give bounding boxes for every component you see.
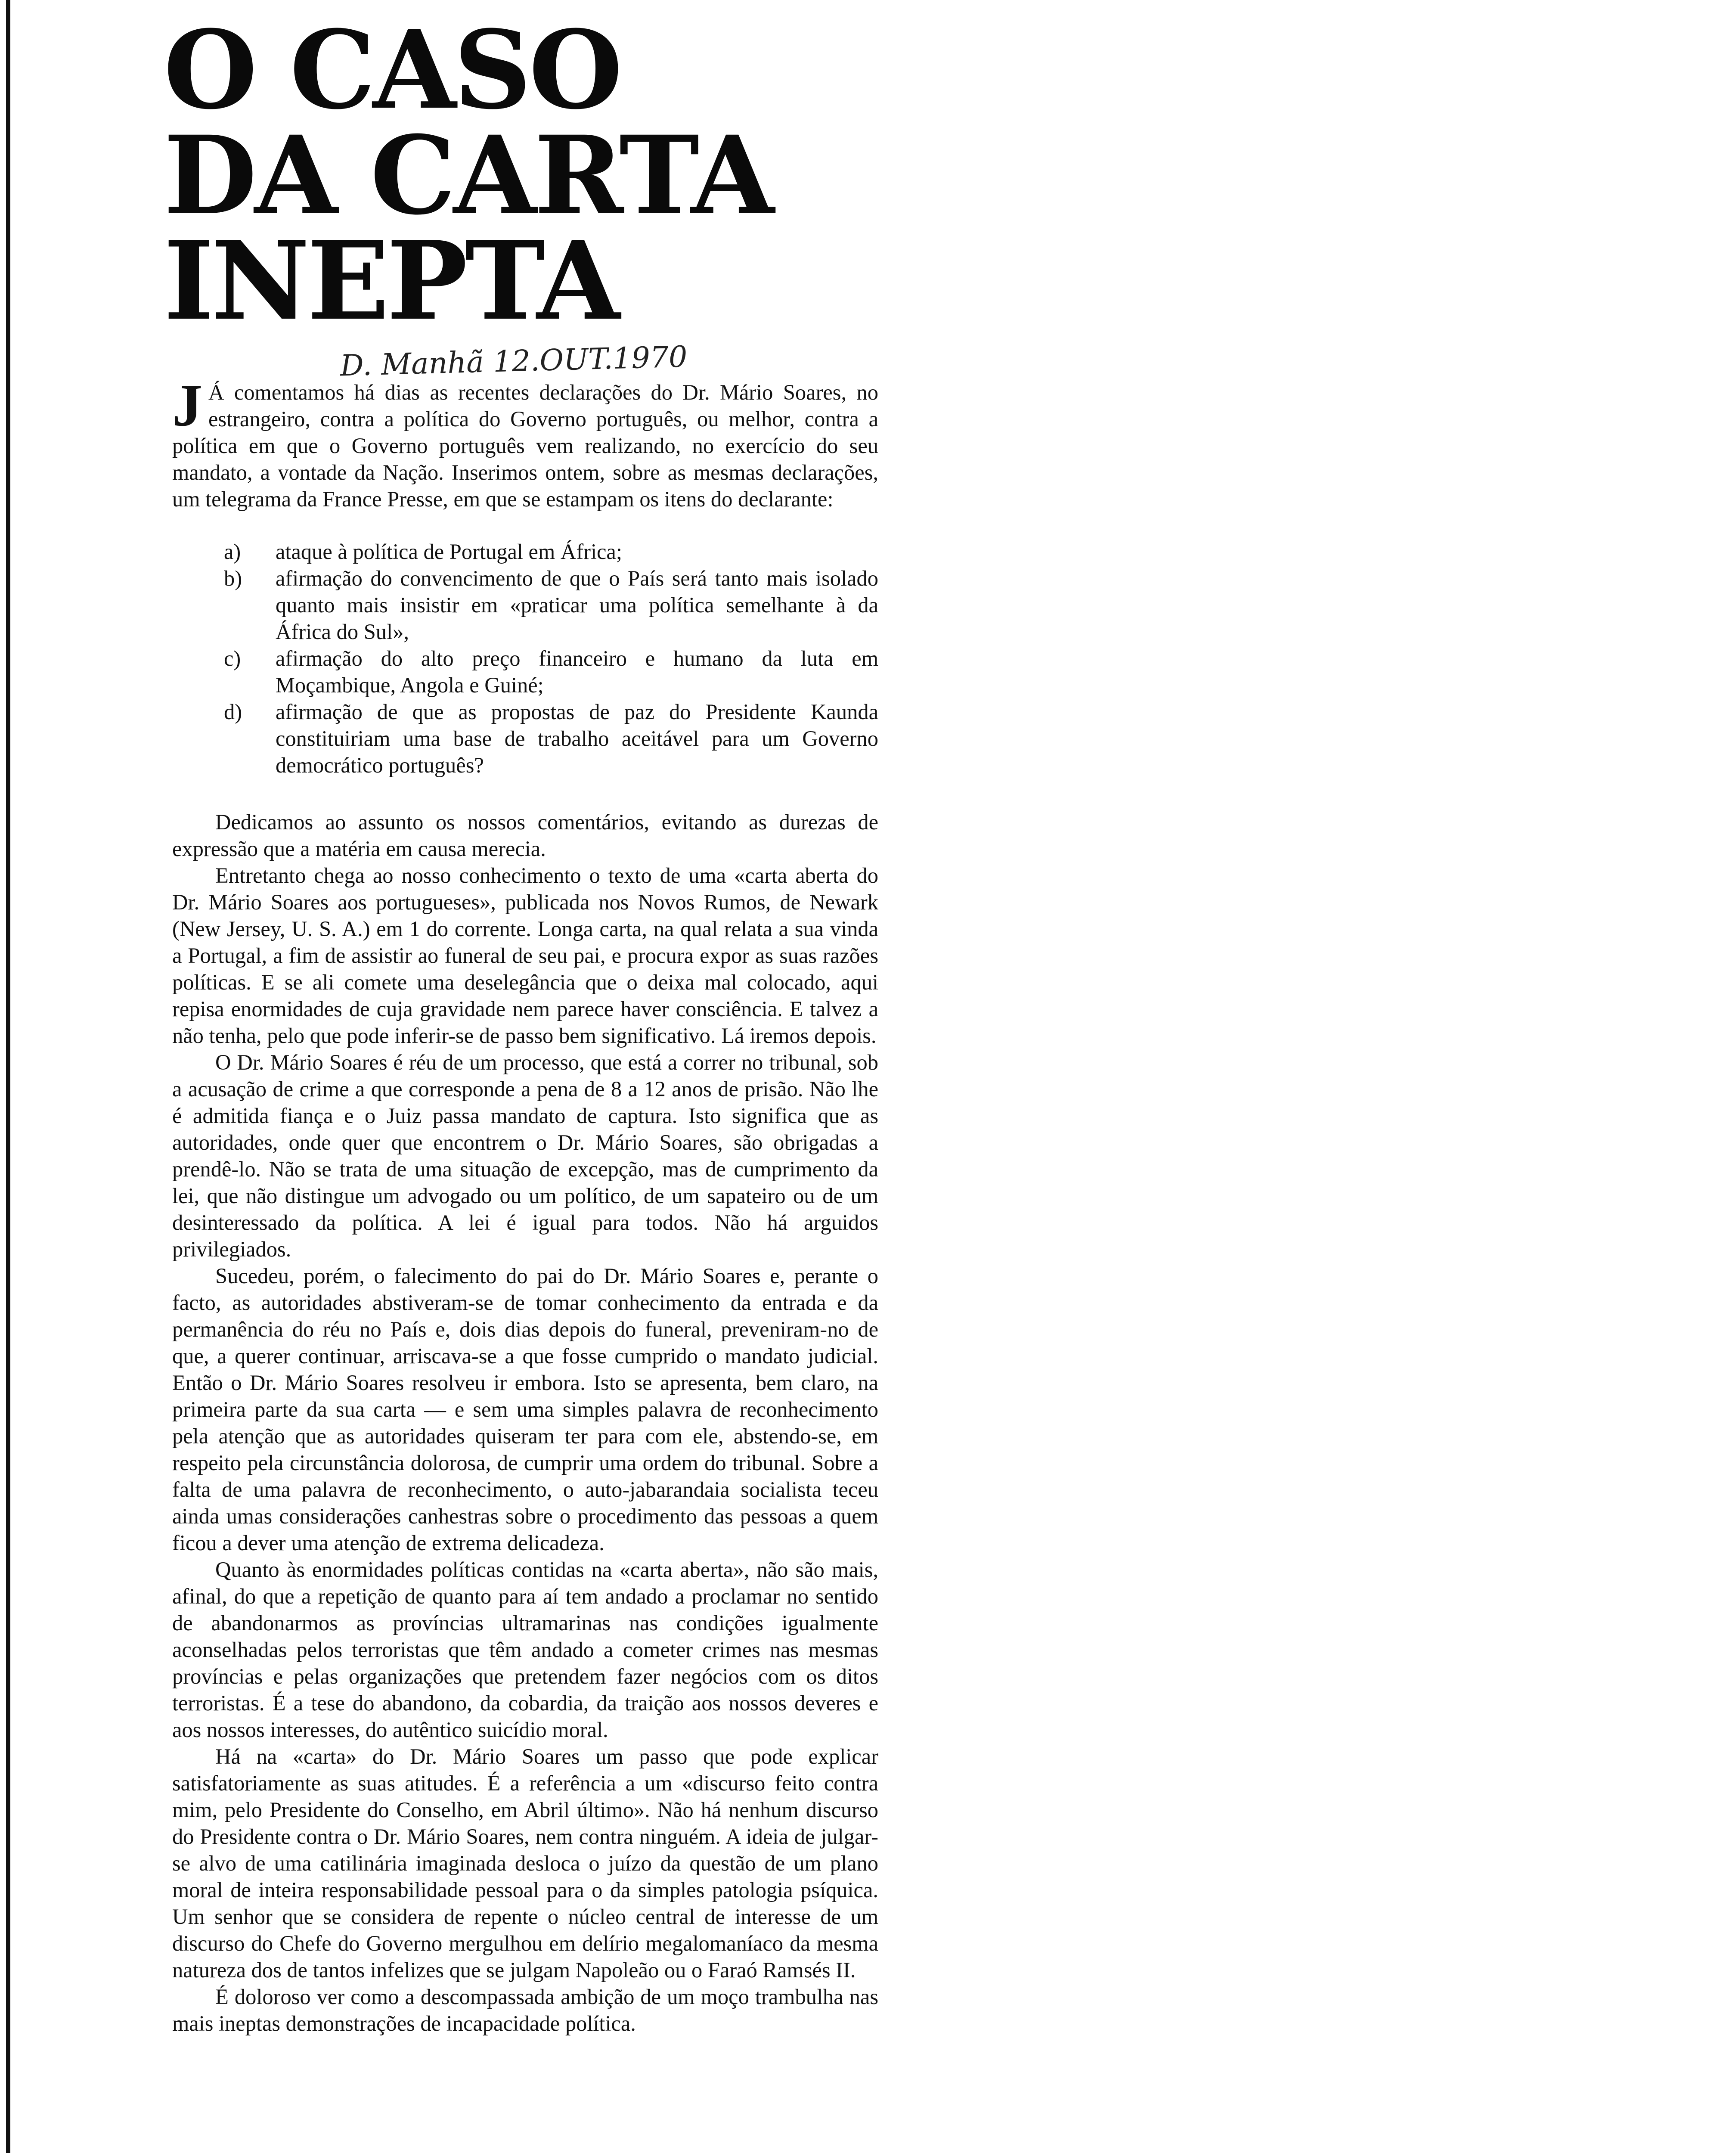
article-header bbox=[164, 6, 878, 344]
body-paragraph: Sucedeu, porém, o falecimento do pai do Dr. Mário Soares e, perante o facto, as autoridades abstiveram-se de tomar conhecimento da entrada e da permanência do réu no País e, dois dias depois do funeral, preveniram-no de que, a querer continuar, arriscava-se a que fosse cumprido o mandato judicial. Então o Dr. Mário Soares resolveu ir embora. Isto se apresenta, bem claro, na primeira parte da sua carta — e sem uma simples palavra de reconhecimento pela atenção que as autoridades quiseram ter para com ele, abstendo-se, em respeito pela circunstância dolorosa, de cumprir uma ordem do tribunal. Sobre a falta de uma palavra de reconhecimento, o auto-jabarandaia socialista teceu ainda umas considerações canhestras sobre o procedimento das pessoas a quem ficou a dever uma atenção de extrema delicadeza. bbox=[172, 1264, 878, 1555]
item-marker: d) bbox=[224, 700, 242, 724]
intro-text: Á comentamos há dias as recentes declarações do Dr. Mário Soares, no estrangeiro, contra a política do Governo português, ou melhor, contra a política em que o Governo português vem realizando, no exercício do seu mandato, a vontade da Nação. Inserimos ontem, sobre as mesmas declarações, um telegrama da France Presse, em que se estampam os itens do declarante: bbox=[172, 380, 878, 511]
body-paragraph: Dedicamos ao assunto os nossos comentários, evitando as durezas de expressão que a matéria em causa merecia. bbox=[172, 810, 878, 861]
item-marker: b) bbox=[224, 566, 242, 590]
body-paragraph: Entretanto chega ao nosso conhecimento o texto de uma «carta aberta do Dr. Mário Soares aos portugueses», publicada nos Novos Rumos, de Newark (New Jersey, U. S. A.) em 1 do corrente. Longa carta, na qual relata a sua vinda a Portugal, a fim de assistir ao funeral de seu pai, e procura expor as suas razões políticas. E se ali comete uma deselegância que o deixa mal colocado, aqui repisa enormidades de cuja gravidade nem parece haver consciência. E talvez a não tenha, pelo que pode inferir-se de passo bem significativo. Lá iremos depois. bbox=[172, 863, 878, 1048]
page-edge-shadow bbox=[6, 0, 10, 2153]
item-text: afirmação do alto preço financeiro e humano da luta em Moçambique, Angola e Guiné; bbox=[276, 646, 878, 697]
body-paragraph: É doloroso ver como a descompassada ambição de um moço trambulha nas mais ineptas demonstrações de incapacidade política. bbox=[172, 1985, 878, 2035]
handwritten-date-annotation: D. Manhã 12.OUT.1970 bbox=[340, 340, 688, 383]
item-marker: c) bbox=[224, 646, 241, 670]
item-text: ataque à política de Portugal em África; bbox=[276, 540, 622, 564]
declarant-items-list bbox=[224, 538, 878, 779]
body-paragraph: Quanto às enormidades políticas contidas na «carta aberta», não são mais, afinal, do que a repetição de quanto para aí tem andado a proclamar no sentido de abandonarmos as províncias ultramarinas nas condições igualmente aconselhadas pelos terroristas que têm andado a cometer crimes nas mesmas províncias e pelas organizações que pretendem fazer negócios com os ditos terroristas. É a tese do abandono, da cobardia, da traição aos nossos deveres e aos nossos interesses, do autêntico suicídio moral. bbox=[172, 1557, 878, 1742]
intro-paragraph bbox=[172, 372, 878, 512]
list-item bbox=[224, 565, 878, 645]
list-item bbox=[224, 698, 878, 779]
body-paragraph: Há na «carta» do Dr. Mário Soares um passo que pode explicar satisfatoriamente as suas atitudes. É a referência a um «discurso feito contra mim, pelo Presidente do Conselho, em Abril último». Não há nenhum discurso do Presidente contra o Dr. Mário Soares, nem contra ninguém. A ideia de julgar-se alvo de uma catilinária imaginada desloca o juízo da questão de um plano moral de inteira responsabilidade pessoal para o da simples patologia psíquica. Um senhor que se considera de repente o núcleo central de interesse de um discurso do Chefe do Governo mergulhou em delírio megalomaníaco da mesma natureza dos de tantos infelizes que se julgam Napoleão ou o Faraó Ramsés II. bbox=[172, 1744, 878, 1982]
article-headline bbox=[164, 6, 878, 344]
list-item bbox=[224, 645, 878, 698]
item-text: afirmação do convencimento de que o País será tanto mais isolado quanto mais insistir em «praticar uma política semelhante à da África do Sul», bbox=[276, 566, 878, 644]
item-marker: a) bbox=[224, 540, 241, 564]
headline-line: O CASO bbox=[164, 6, 620, 133]
article-body bbox=[172, 372, 878, 2037]
body-paragraph: O Dr. Mário Soares é réu de um processo, que está a correr no tribunal, sob a acusação de crime a que corresponde a pena de 8 a 12 anos de prisão. Não lhe é admitida fiança e o Juiz passa mandato de captura. Isto significa que as autoridades, onde quer que encontrem o Dr. Mário Soares, são obrigadas a prendê-lo. Não se trata de uma situação de excepção, mas de cumprimento da lei, que não distingue um advogado ou um político, de um sapateiro ou de um desinteressado da política. A lei é igual para todos. Não há arguidos privilegiados. bbox=[172, 1050, 878, 1261]
headline-line: INEPTA bbox=[164, 217, 618, 344]
item-text: afirmação de que as propostas de paz do Presidente Kaunda constituiriam uma base de trabalho aceitável para um Governo democrático português? bbox=[276, 700, 878, 777]
headline-line: DA CARTA bbox=[164, 112, 772, 239]
drop-cap: J bbox=[172, 372, 202, 439]
list-item bbox=[224, 538, 878, 565]
